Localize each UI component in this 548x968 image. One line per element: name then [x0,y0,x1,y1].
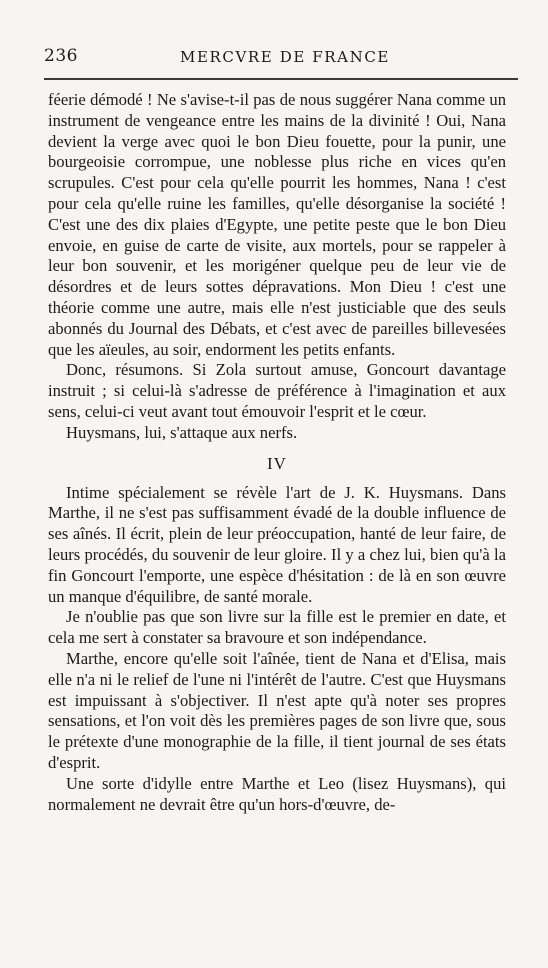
paragraph: Je n'oublie pas que son livre sur la fille est le premier en date, et cela me sert à constater sa bravoure et son indépendance. [48,607,506,648]
running-head: MERCVRE DE FRANCE [180,48,390,66]
paragraph: Marthe, encore qu'elle soit l'aînée, tient de Nana et d'Elisa, mais elle n'a ni le relief de l'une ni l'intérêt de l'autre. C'est que Huysmans est impuissant à s'objectiver. Il n'est apte qu'à noter ses propres sensations, et l'on voit dès les premières pages de son livre que, sous le prétexte d'une monographie de la fille, il tient journal de ses états d'esprit. [48,648,506,772]
section-heading: IV [267,453,287,473]
paragraph: Donc, résumons. Si Zola surtout amuse, Goncourt davantage instruit ; si celui-là s'adresse de préférence à l'imagination et aux sens, celui-ci veut avant tout émouvoir l'esprit et le cœur. [48,360,506,421]
paragraph: féerie démodé ! Ne s'avise-t-il pas de nous suggérer Nana comme un instrument de vengeance entre les mains de la divinité ! Oui, Nana devient la verge avec quoi le bon Dieu fouette, pour la punir, une bourgeoisie corrompue, une noblesse plus riche en vices qu'en scrupules. C'est pour cela qu'elle pourrit les hommes, Nana ! c'est pour cela qu'elle ruine les familles, qu'elle désorganise la société ! C'est une des dix plaies d'Egypte, une petite peste que le bon Dieu envoie, en guise de carte de visite, aux mortels, pour se rappeler à leur bon souvenir, et les morigéner quelque peu de leur vie de désordres et de leurs sottes dépravations. Mon Dieu ! c'est une théorie comme une autre, mais elle n'est justiciable que des seuls abonnés du Journal des Débats, et c'est avec de pareilles billevesées que les aïeules, au soir, endorment les petits enfants. [48,90,506,359]
paragraph: Intime spécialement se révèle l'art de J. K. Huysmans. Dans Marthe, il ne s'est pas suffisamment évadé de la double influence de ses aînés. Il écrit, plein de leur préoccupation, hanté de leur faire, de leurs procédés, du souvenir de leur gloire. Il y a chez lui, bien qu'à la fin Goncourt l'emporte, une espèce d'hésitation : de là en son œuvre un manque d'équilibre, de santé morale. [48,482,506,606]
body-text [48,90,506,815]
page-number: 236 [44,46,78,66]
page-header [44,46,510,72]
paragraph: Huysmans, lui, s'attaque aux nerfs. [66,422,298,442]
header-rule [44,78,518,80]
paragraph: Une sorte d'idylle entre Marthe et Leo (lisez Huysmans), qui normalement ne devrait être qu'un hors-d'œuvre, de- [48,773,506,814]
